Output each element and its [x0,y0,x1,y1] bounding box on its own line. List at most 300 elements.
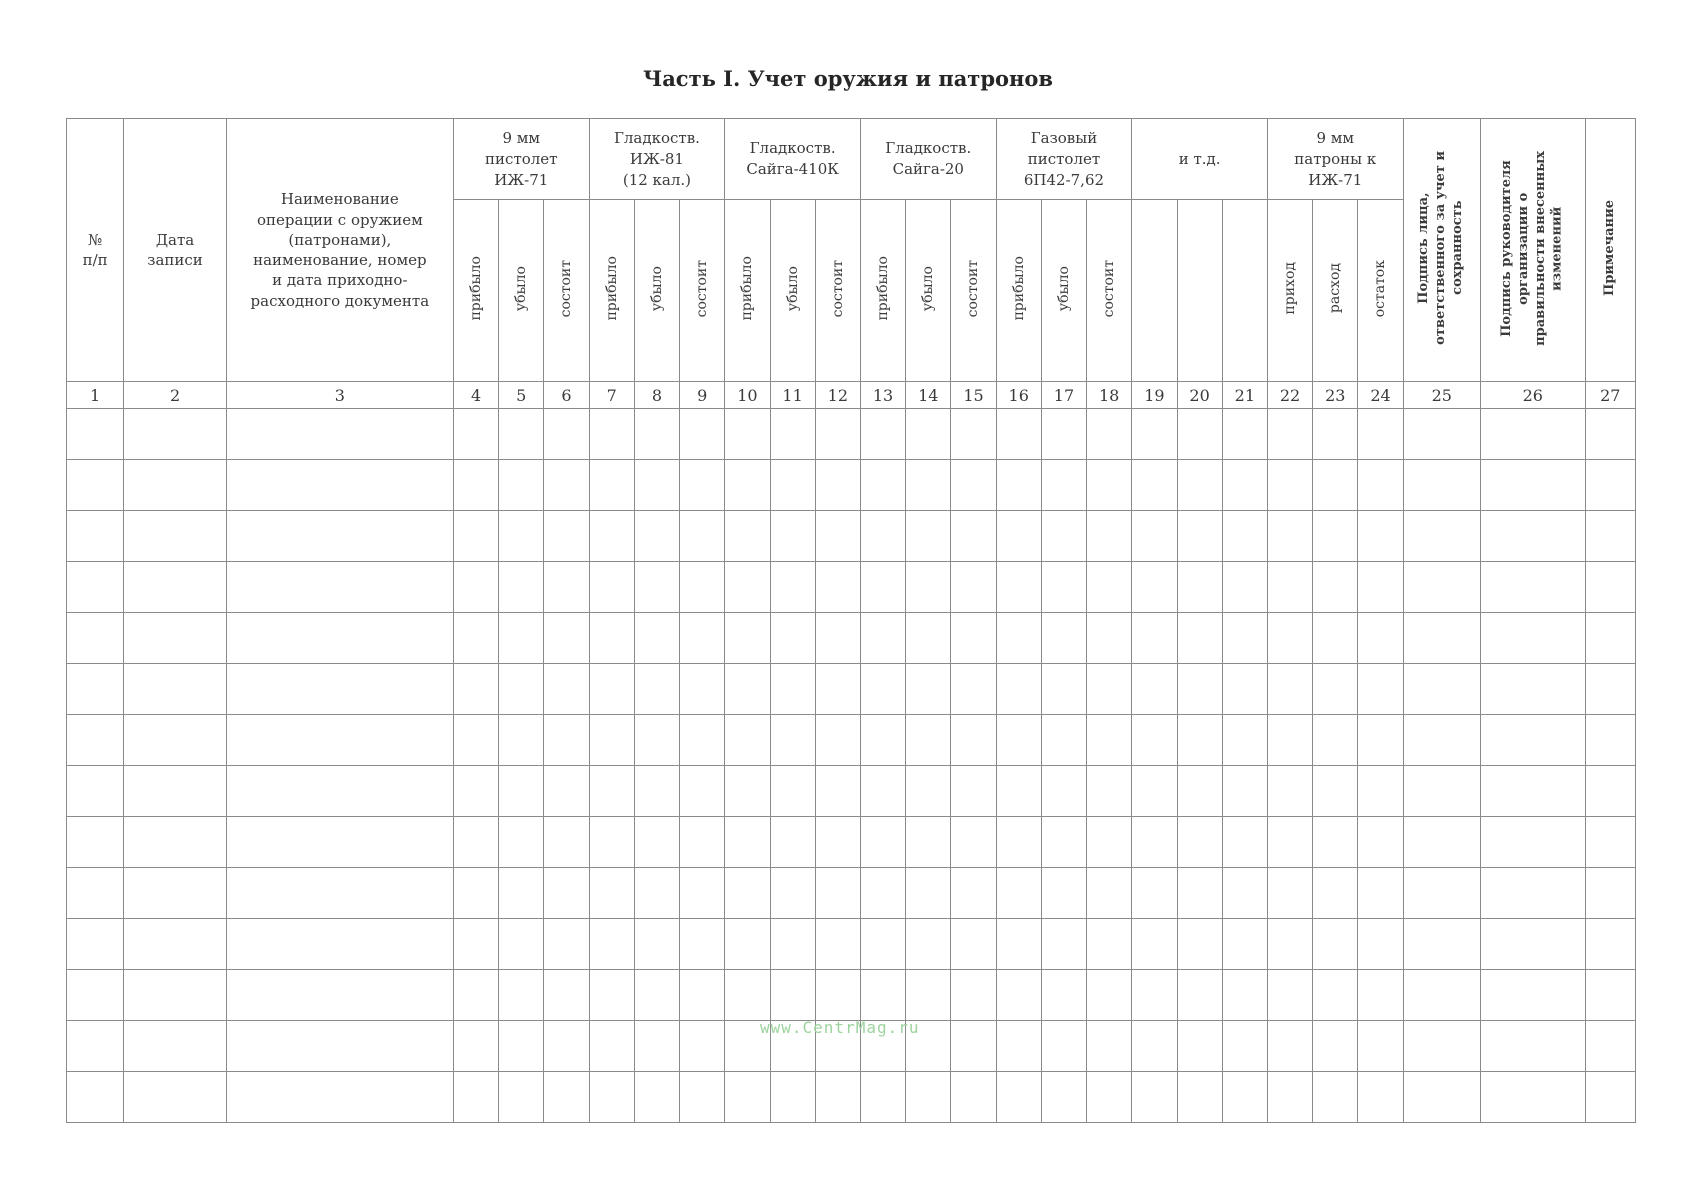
ledger-cell[interactable] [453,868,498,919]
ledger-cell[interactable] [226,715,453,766]
ledger-cell[interactable] [1481,868,1586,919]
ledger-cell[interactable] [680,970,725,1021]
ledger-cell[interactable] [1358,664,1403,715]
ledger-cell[interactable] [815,817,860,868]
ledger-cell[interactable] [67,919,124,970]
ledger-cell[interactable] [1585,511,1635,562]
ledger-cell[interactable] [860,970,905,1021]
ledger-cell[interactable] [499,1072,544,1123]
ledger-cell[interactable] [1132,409,1177,460]
ledger-cell[interactable] [1087,766,1132,817]
ledger-cell[interactable] [1267,562,1312,613]
ledger-cell[interactable] [544,817,589,868]
ledger-cell[interactable] [860,766,905,817]
ledger-cell[interactable] [634,409,679,460]
ledger-cell[interactable] [996,1072,1041,1123]
ledger-cell[interactable] [124,868,227,919]
ledger-cell[interactable] [124,1072,227,1123]
ledger-cell[interactable] [1313,562,1358,613]
ledger-cell[interactable] [1041,511,1086,562]
ledger-cell[interactable] [725,613,770,664]
ledger-cell[interactable] [124,613,227,664]
ledger-cell[interactable] [226,664,453,715]
ledger-cell[interactable] [1403,562,1480,613]
ledger-cell[interactable] [1087,868,1132,919]
ledger-cell[interactable] [1087,817,1132,868]
ledger-cell[interactable] [1358,562,1403,613]
ledger-cell[interactable] [544,409,589,460]
ledger-cell[interactable] [1222,613,1267,664]
ledger-cell[interactable] [499,919,544,970]
ledger-cell[interactable] [1358,868,1403,919]
ledger-cell[interactable] [1403,868,1480,919]
ledger-cell[interactable] [770,460,815,511]
ledger-cell[interactable] [860,409,905,460]
ledger-cell[interactable] [1358,1021,1403,1072]
ledger-cell[interactable] [634,817,679,868]
ledger-cell[interactable] [589,511,634,562]
ledger-cell[interactable] [589,868,634,919]
ledger-cell[interactable] [1041,460,1086,511]
ledger-cell[interactable] [499,715,544,766]
ledger-cell[interactable] [1313,919,1358,970]
ledger-cell[interactable] [499,664,544,715]
ledger-cell[interactable] [906,1072,951,1123]
ledger-cell[interactable] [634,460,679,511]
ledger-cell[interactable] [951,1072,996,1123]
ledger-cell[interactable] [544,970,589,1021]
ledger-cell[interactable] [1585,460,1635,511]
ledger-cell[interactable] [770,613,815,664]
ledger-cell[interactable] [1177,919,1222,970]
ledger-cell[interactable] [453,715,498,766]
ledger-cell[interactable] [1132,970,1177,1021]
ledger-cell[interactable] [1358,919,1403,970]
ledger-cell[interactable] [1177,715,1222,766]
ledger-cell[interactable] [680,715,725,766]
ledger-cell[interactable] [1403,715,1480,766]
ledger-cell[interactable] [996,868,1041,919]
ledger-cell[interactable] [951,562,996,613]
ledger-cell[interactable] [1222,919,1267,970]
ledger-cell[interactable] [124,766,227,817]
ledger-cell[interactable] [1087,664,1132,715]
ledger-cell[interactable] [815,970,860,1021]
ledger-cell[interactable] [1481,562,1586,613]
ledger-cell[interactable] [1222,460,1267,511]
ledger-cell[interactable] [680,511,725,562]
ledger-cell[interactable] [815,868,860,919]
ledger-cell[interactable] [1313,868,1358,919]
ledger-cell[interactable] [67,1072,124,1123]
ledger-cell[interactable] [544,460,589,511]
ledger-cell[interactable] [1222,817,1267,868]
ledger-cell[interactable] [544,613,589,664]
ledger-cell[interactable] [544,919,589,970]
ledger-cell[interactable] [951,970,996,1021]
ledger-cell[interactable] [1481,715,1586,766]
ledger-cell[interactable] [860,511,905,562]
ledger-cell[interactable] [1313,511,1358,562]
ledger-cell[interactable] [1177,562,1222,613]
ledger-cell[interactable] [499,766,544,817]
ledger-cell[interactable] [1041,613,1086,664]
ledger-cell[interactable] [67,562,124,613]
ledger-cell[interactable] [1177,766,1222,817]
ledger-cell[interactable] [860,664,905,715]
ledger-cell[interactable] [906,868,951,919]
ledger-cell[interactable] [1313,766,1358,817]
ledger-cell[interactable] [951,766,996,817]
ledger-cell[interactable] [1177,460,1222,511]
ledger-cell[interactable] [453,613,498,664]
ledger-cell[interactable] [226,511,453,562]
ledger-cell[interactable] [1222,868,1267,919]
ledger-cell[interactable] [951,409,996,460]
ledger-cell[interactable] [996,613,1041,664]
ledger-cell[interactable] [634,868,679,919]
ledger-cell[interactable] [1087,715,1132,766]
ledger-cell[interactable] [860,868,905,919]
ledger-cell[interactable] [124,919,227,970]
ledger-cell[interactable] [815,715,860,766]
ledger-cell[interactable] [1177,817,1222,868]
ledger-cell[interactable] [226,1021,453,1072]
ledger-cell[interactable] [453,562,498,613]
ledger-cell[interactable] [1358,970,1403,1021]
ledger-cell[interactable] [226,970,453,1021]
ledger-cell[interactable] [860,1072,905,1123]
ledger-cell[interactable] [634,664,679,715]
ledger-cell[interactable] [67,664,124,715]
ledger-cell[interactable] [1041,1021,1086,1072]
ledger-cell[interactable] [770,868,815,919]
ledger-cell[interactable] [589,766,634,817]
ledger-cell[interactable] [67,460,124,511]
ledger-cell[interactable] [996,919,1041,970]
ledger-cell[interactable] [1041,919,1086,970]
ledger-cell[interactable] [1087,1021,1132,1072]
ledger-cell[interactable] [906,817,951,868]
ledger-cell[interactable] [906,715,951,766]
ledger-cell[interactable] [589,817,634,868]
ledger-cell[interactable] [226,613,453,664]
ledger-cell[interactable] [1132,868,1177,919]
ledger-cell[interactable] [1132,613,1177,664]
ledger-cell[interactable] [1313,1021,1358,1072]
ledger-cell[interactable] [1132,511,1177,562]
ledger-cell[interactable] [996,1021,1041,1072]
ledger-cell[interactable] [1585,715,1635,766]
ledger-cell[interactable] [770,715,815,766]
ledger-cell[interactable] [1267,766,1312,817]
ledger-cell[interactable] [1132,664,1177,715]
ledger-cell[interactable] [725,868,770,919]
ledger-cell[interactable] [815,1072,860,1123]
ledger-cell[interactable] [680,919,725,970]
ledger-cell[interactable] [1132,715,1177,766]
ledger-cell[interactable] [1222,1072,1267,1123]
ledger-cell[interactable] [860,613,905,664]
ledger-cell[interactable] [453,1021,498,1072]
ledger-cell[interactable] [499,460,544,511]
ledger-cell[interactable] [453,460,498,511]
ledger-cell[interactable] [589,460,634,511]
ledger-cell[interactable] [1358,766,1403,817]
ledger-cell[interactable] [589,1021,634,1072]
ledger-cell[interactable] [1132,766,1177,817]
ledger-cell[interactable] [1087,1072,1132,1123]
ledger-cell[interactable] [1222,511,1267,562]
ledger-cell[interactable] [589,664,634,715]
ledger-cell[interactable] [1267,613,1312,664]
ledger-cell[interactable] [951,715,996,766]
ledger-cell[interactable] [1585,1072,1635,1123]
ledger-cell[interactable] [124,817,227,868]
ledger-cell[interactable] [1585,409,1635,460]
ledger-cell[interactable] [634,511,679,562]
ledger-cell[interactable] [67,409,124,460]
ledger-cell[interactable] [499,1021,544,1072]
ledger-cell[interactable] [815,766,860,817]
ledger-cell[interactable] [124,409,227,460]
ledger-cell[interactable] [1267,817,1312,868]
ledger-cell[interactable] [1087,919,1132,970]
ledger-cell[interactable] [1481,1021,1586,1072]
ledger-cell[interactable] [951,460,996,511]
ledger-cell[interactable] [1132,562,1177,613]
ledger-cell[interactable] [725,919,770,970]
ledger-cell[interactable] [680,766,725,817]
ledger-cell[interactable] [1481,766,1586,817]
ledger-cell[interactable] [499,511,544,562]
ledger-cell[interactable] [770,766,815,817]
ledger-cell[interactable] [860,919,905,970]
ledger-cell[interactable] [1481,613,1586,664]
ledger-cell[interactable] [1222,664,1267,715]
ledger-cell[interactable] [680,1021,725,1072]
ledger-cell[interactable] [226,766,453,817]
ledger-cell[interactable] [996,664,1041,715]
ledger-cell[interactable] [453,409,498,460]
ledger-cell[interactable] [67,613,124,664]
ledger-cell[interactable] [499,409,544,460]
ledger-cell[interactable] [815,664,860,715]
ledger-cell[interactable] [1585,664,1635,715]
ledger-cell[interactable] [1358,715,1403,766]
ledger-cell[interactable] [1132,817,1177,868]
ledger-cell[interactable] [1222,1021,1267,1072]
ledger-cell[interactable] [1358,409,1403,460]
ledger-cell[interactable] [226,919,453,970]
ledger-cell[interactable] [1585,613,1635,664]
ledger-cell[interactable] [544,766,589,817]
ledger-cell[interactable] [544,511,589,562]
ledger-cell[interactable] [453,664,498,715]
ledger-cell[interactable] [499,562,544,613]
ledger-cell[interactable] [680,562,725,613]
ledger-cell[interactable] [1041,817,1086,868]
ledger-cell[interactable] [226,817,453,868]
ledger-cell[interactable] [815,409,860,460]
ledger-cell[interactable] [124,460,227,511]
ledger-cell[interactable] [1481,511,1586,562]
ledger-cell[interactable] [680,664,725,715]
ledger-cell[interactable] [1481,664,1586,715]
ledger-cell[interactable] [906,460,951,511]
ledger-cell[interactable] [1313,409,1358,460]
ledger-cell[interactable] [1132,1072,1177,1123]
ledger-cell[interactable] [680,409,725,460]
ledger-cell[interactable] [1481,970,1586,1021]
ledger-cell[interactable] [906,919,951,970]
ledger-cell[interactable] [1313,970,1358,1021]
ledger-cell[interactable] [67,766,124,817]
ledger-cell[interactable] [1358,511,1403,562]
ledger-cell[interactable] [1041,409,1086,460]
ledger-cell[interactable] [453,970,498,1021]
ledger-cell[interactable] [67,511,124,562]
ledger-cell[interactable] [453,511,498,562]
ledger-cell[interactable] [860,460,905,511]
ledger-cell[interactable] [1267,970,1312,1021]
ledger-cell[interactable] [770,511,815,562]
ledger-cell[interactable] [906,970,951,1021]
ledger-cell[interactable] [725,511,770,562]
ledger-cell[interactable] [770,1072,815,1123]
ledger-cell[interactable] [680,817,725,868]
ledger-cell[interactable] [1403,613,1480,664]
ledger-cell[interactable] [226,868,453,919]
ledger-cell[interactable] [1177,868,1222,919]
ledger-cell[interactable] [1358,1072,1403,1123]
ledger-cell[interactable] [815,511,860,562]
ledger-cell[interactable] [1222,970,1267,1021]
ledger-cell[interactable] [226,409,453,460]
ledger-cell[interactable] [589,562,634,613]
ledger-cell[interactable] [1403,1021,1480,1072]
ledger-cell[interactable] [770,409,815,460]
ledger-cell[interactable] [680,460,725,511]
ledger-cell[interactable] [1087,562,1132,613]
ledger-cell[interactable] [124,1021,227,1072]
ledger-cell[interactable] [996,766,1041,817]
ledger-cell[interactable] [1267,664,1312,715]
ledger-cell[interactable] [725,409,770,460]
ledger-cell[interactable] [589,919,634,970]
ledger-cell[interactable] [589,1072,634,1123]
ledger-cell[interactable] [1267,715,1312,766]
ledger-cell[interactable] [680,868,725,919]
ledger-cell[interactable] [634,919,679,970]
ledger-cell[interactable] [1132,460,1177,511]
ledger-cell[interactable] [725,715,770,766]
ledger-cell[interactable] [67,1021,124,1072]
ledger-cell[interactable] [1313,613,1358,664]
ledger-cell[interactable] [499,868,544,919]
ledger-cell[interactable] [453,817,498,868]
ledger-cell[interactable] [1585,817,1635,868]
ledger-cell[interactable] [1087,460,1132,511]
ledger-cell[interactable] [725,817,770,868]
ledger-cell[interactable] [725,970,770,1021]
ledger-cell[interactable] [906,766,951,817]
ledger-cell[interactable] [996,562,1041,613]
ledger-cell[interactable] [951,511,996,562]
ledger-cell[interactable] [1358,460,1403,511]
ledger-cell[interactable] [1087,613,1132,664]
ledger-cell[interactable] [453,919,498,970]
ledger-cell[interactable] [634,970,679,1021]
ledger-cell[interactable] [815,562,860,613]
ledger-cell[interactable] [725,562,770,613]
ledger-cell[interactable] [951,817,996,868]
ledger-cell[interactable] [1313,715,1358,766]
ledger-cell[interactable] [1313,664,1358,715]
ledger-cell[interactable] [1177,511,1222,562]
ledger-cell[interactable] [996,715,1041,766]
ledger-cell[interactable] [1403,511,1480,562]
ledger-cell[interactable] [1041,715,1086,766]
ledger-cell[interactable] [815,613,860,664]
ledger-cell[interactable] [1177,970,1222,1021]
ledger-cell[interactable] [453,1072,498,1123]
ledger-cell[interactable] [996,409,1041,460]
ledger-cell[interactable] [951,919,996,970]
ledger-cell[interactable] [544,715,589,766]
ledger-cell[interactable] [860,562,905,613]
ledger-cell[interactable] [996,460,1041,511]
ledger-cell[interactable] [1585,766,1635,817]
ledger-cell[interactable] [1358,817,1403,868]
ledger-cell[interactable] [906,664,951,715]
ledger-cell[interactable] [499,970,544,1021]
ledger-cell[interactable] [1087,970,1132,1021]
ledger-cell[interactable] [124,511,227,562]
ledger-cell[interactable] [725,766,770,817]
ledger-cell[interactable] [1267,511,1312,562]
ledger-cell[interactable] [906,511,951,562]
ledger-cell[interactable] [906,409,951,460]
ledger-cell[interactable] [544,562,589,613]
ledger-cell[interactable] [1481,409,1586,460]
ledger-cell[interactable] [1087,511,1132,562]
ledger-cell[interactable] [499,817,544,868]
ledger-cell[interactable] [226,562,453,613]
ledger-cell[interactable] [1041,868,1086,919]
ledger-cell[interactable] [860,715,905,766]
ledger-cell[interactable] [1177,409,1222,460]
ledger-cell[interactable] [951,664,996,715]
ledger-cell[interactable] [1177,664,1222,715]
ledger-cell[interactable] [67,868,124,919]
ledger-cell[interactable] [1222,766,1267,817]
ledger-cell[interactable] [124,970,227,1021]
ledger-cell[interactable] [589,409,634,460]
ledger-cell[interactable] [1132,1021,1177,1072]
ledger-cell[interactable] [1403,409,1480,460]
ledger-cell[interactable] [499,613,544,664]
ledger-cell[interactable] [1177,1072,1222,1123]
ledger-cell[interactable] [815,919,860,970]
ledger-cell[interactable] [996,511,1041,562]
ledger-cell[interactable] [996,970,1041,1021]
ledger-cell[interactable] [951,868,996,919]
ledger-cell[interactable] [1222,715,1267,766]
ledger-cell[interactable] [124,715,227,766]
ledger-cell[interactable] [634,715,679,766]
ledger-cell[interactable] [1087,409,1132,460]
